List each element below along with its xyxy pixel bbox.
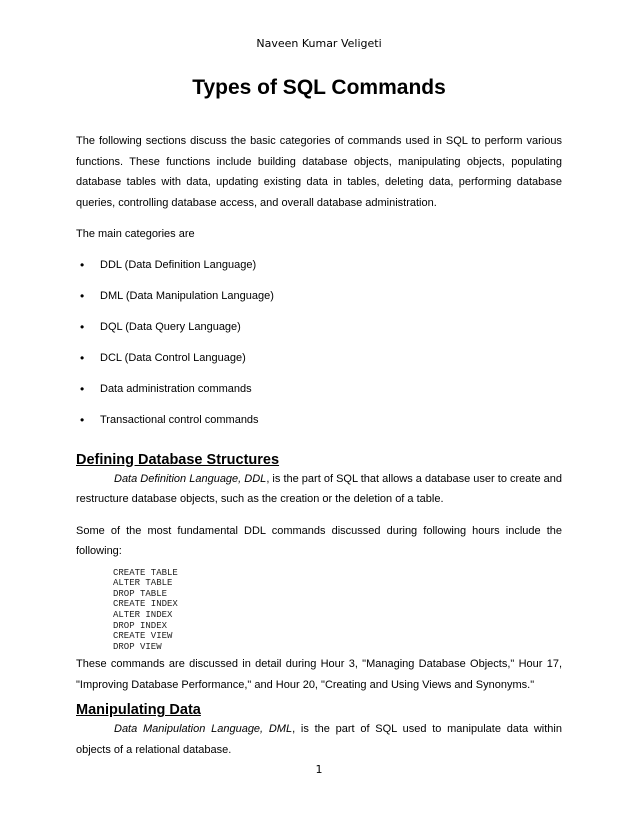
dml-term: Data Manipulation Language, DML xyxy=(114,723,293,736)
ddl-definition-paragraph xyxy=(76,469,562,510)
category-text: DDL (Data Definition Language) xyxy=(100,258,257,271)
bullet-icon: • xyxy=(80,319,85,334)
list-item xyxy=(76,317,562,348)
bullet-icon: • xyxy=(80,351,85,366)
ddl-command-list xyxy=(76,568,562,653)
page-header-author: Naveen Kumar Veligeti xyxy=(256,37,382,50)
code-line: CREATE INDEX xyxy=(113,599,178,610)
bullet-icon: • xyxy=(80,382,85,397)
category-text: DML (Data Manipulation Language) xyxy=(100,289,274,302)
dml-description: , is the part of SQL used to manipulate data within objects of a relational database. xyxy=(76,723,562,756)
category-text: Data administration commands xyxy=(100,383,252,396)
code-line: DROP INDEX xyxy=(113,620,168,631)
document-body xyxy=(76,131,562,760)
code-line: ALTER TABLE xyxy=(113,578,173,589)
section-heading-dml: Manipulating Data xyxy=(76,702,201,719)
list-item xyxy=(76,348,562,379)
code-line: DROP VIEW xyxy=(113,641,162,652)
category-text: Transactional control commands xyxy=(100,414,259,427)
page-number: 1 xyxy=(315,763,323,776)
category-text: DQL (Data Query Language) xyxy=(100,320,241,333)
main-categories-label: The main categories are xyxy=(76,228,195,240)
dml-definition-paragraph xyxy=(76,719,562,760)
section-heading-ddl: Defining Database Structures xyxy=(76,451,280,468)
ddl-description: , is the part of SQL that allows a database user to create and restructure database objects, such as the creation or the deletion of a table. xyxy=(76,472,563,506)
bullet-icon: • xyxy=(80,288,85,303)
ddl-term: Data Definition Language, DDL xyxy=(114,472,267,485)
ddl-followup-paragraph: These commands are discussed in detail during Hour 3, "Managing Database Objects," Hour 17, "Improving Database Performance," and Hour 20, "Creating and Using Views and Synonyms." xyxy=(76,658,562,691)
list-item xyxy=(76,379,562,410)
bullet-icon: • xyxy=(80,257,85,272)
ddl-fundamental-paragraph: Some of the most fundamental DDL commands discussed during following hours include the following: xyxy=(76,524,562,558)
code-line: CREATE VIEW xyxy=(113,631,173,642)
list-item xyxy=(76,286,562,317)
list-item xyxy=(76,255,562,286)
code-line: ALTER INDEX xyxy=(113,610,173,620)
page-title: Types of SQL Commands xyxy=(192,76,446,99)
intro-paragraph: The following sections discuss the basic categories of commands used in SQL to perform various functions. These functions include building database objects, manipulating objects, populating database tables with data, updating existing data in tables, deleting data, performing database queries, controlling database access, and overall database administration. xyxy=(76,135,562,209)
code-line: CREATE TABLE xyxy=(113,567,178,578)
category-text: DCL (Data Control Language) xyxy=(100,352,246,365)
bullet-icon: • xyxy=(80,413,85,428)
list-item xyxy=(76,410,562,441)
category-list xyxy=(76,255,562,442)
code-line: DROP TABLE xyxy=(113,588,168,599)
